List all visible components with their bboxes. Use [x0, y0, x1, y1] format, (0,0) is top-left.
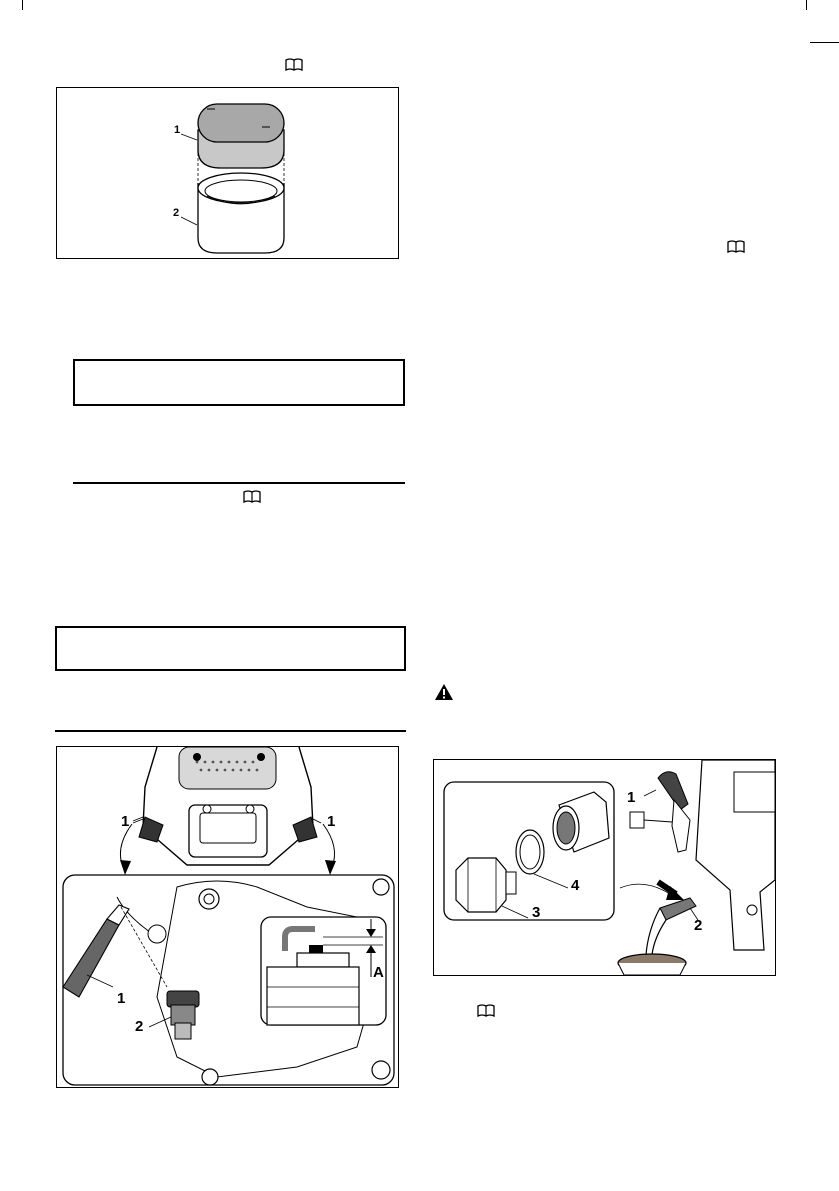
open-book-icon: [727, 240, 745, 253]
callout-4: 4: [571, 877, 580, 894]
callout-3: 3: [532, 904, 541, 921]
note-box: [55, 626, 406, 671]
callout-1: 1: [121, 813, 130, 830]
callout-2: 2: [173, 207, 180, 219]
crop-mark-top-right-h: [810, 42, 839, 43]
callout-1: 1: [117, 990, 126, 1007]
spark-plug-illustration: [57, 747, 398, 1087]
note-box: [73, 359, 405, 406]
callout-2: 2: [694, 917, 703, 934]
callout-2: 2: [135, 1018, 144, 1035]
air-filter-figure: [56, 87, 399, 259]
open-book-icon: [477, 1004, 495, 1017]
spark-plug-figure: [56, 746, 399, 1088]
section-rule: [73, 482, 405, 484]
oil-drain-figure: [433, 759, 776, 976]
open-book-icon: [243, 490, 261, 503]
callout-a: A: [373, 964, 384, 981]
crop-mark-top-right: [806, 0, 807, 10]
warning-triangle-icon: [434, 683, 454, 701]
section-rule: [55, 730, 406, 732]
crop-mark-top-left: [22, 0, 23, 10]
callout-1: 1: [627, 789, 636, 806]
callout-1: 1: [174, 124, 181, 136]
oil-drain-illustration: [434, 760, 775, 975]
open-book-icon: [285, 58, 303, 71]
callout-1: 1: [327, 813, 336, 830]
air-filter-illustration: [57, 88, 398, 258]
